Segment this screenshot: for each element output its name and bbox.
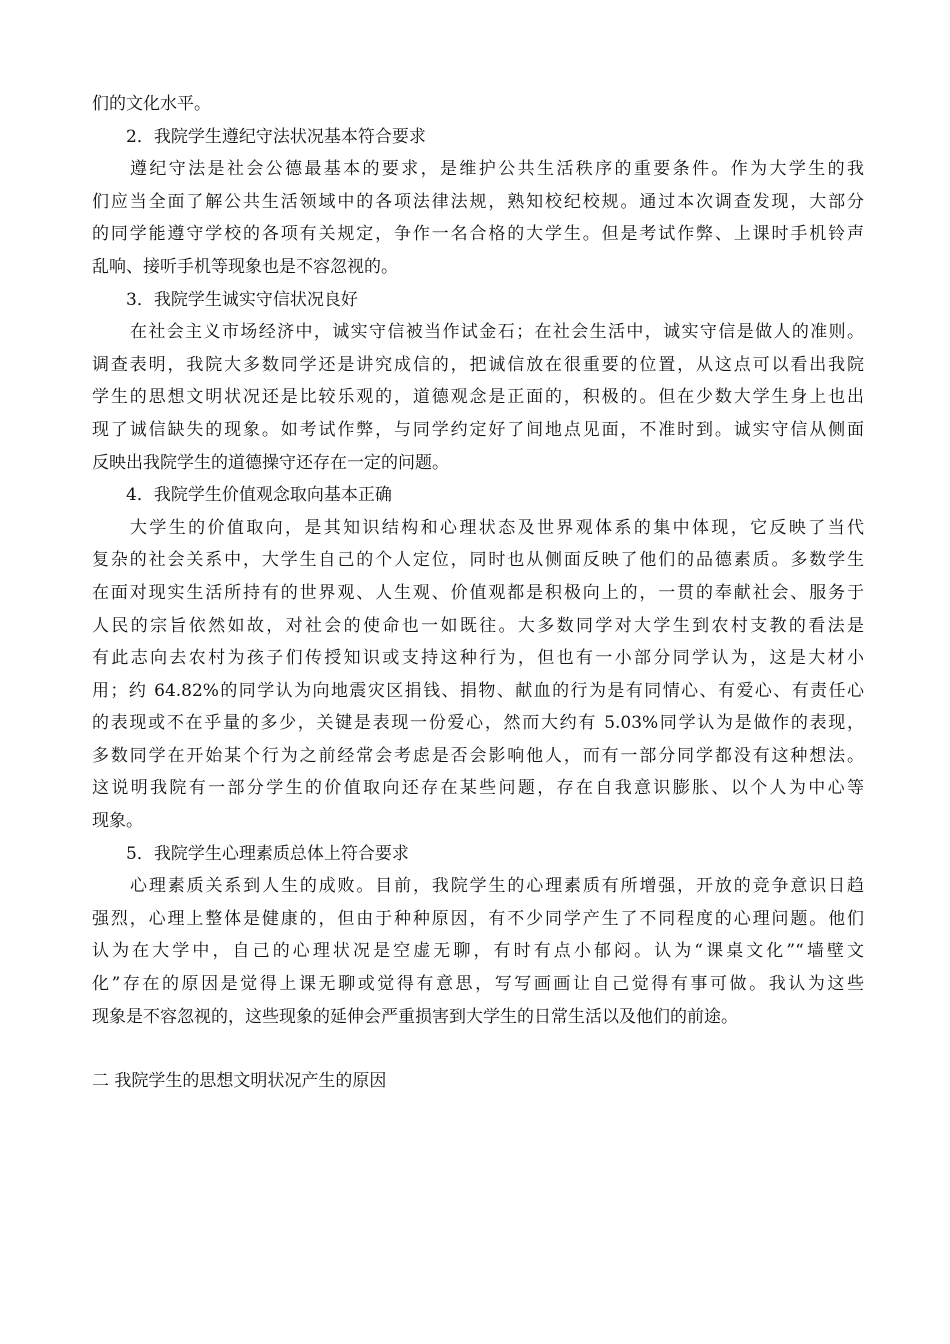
section-heading-3: 3．我院学生诚实守信状况良好	[126, 289, 358, 310]
paragraph-line: 复杂的社会关系中，大学生自己的个人定位，同时也从侧面反映了他们的品德素质。多数学生	[92, 550, 864, 571]
section-heading-5: 5．我院学生心理素质总体上符合要求	[126, 843, 409, 864]
paragraph-line: 学生的思想文明状况还是比较乐观的，道德观念是正面的，积极的。但在少数大学生身上也出	[92, 387, 864, 408]
part-title: 二 我院学生的思想文明状况产生的原因	[92, 1071, 387, 1092]
paragraph-line: 有此志向去农村为孩子们传授知识或支持这种行为，但也有一小部分同学认为，这是大材小	[92, 648, 864, 669]
paragraph-line: 认为在大学中，自己的心理状况是空虚无聊，有时有点小郁闷。认为“课桌文化”“墙壁文	[92, 941, 864, 962]
paragraph-line: 这说明我院有一部分学生的价值取向还存在某些问题，存在自我意识膨胀、以个人为中心等	[92, 778, 864, 799]
paragraph-line: 们的文化水平。	[92, 94, 211, 114]
paragraph-line: 调查表明，我院大多数同学还是讲究成信的，把诚信放在很重要的位置，从这点可以看出我院	[92, 354, 864, 375]
paragraph-line: 在面对现实生活所持有的世界观、人生观、价值观都是积极向上的，一贯的奉献社会、服务于	[92, 582, 864, 603]
paragraph-line: 遵纪守法是社会公德最基本的要求，是维护公共生活秩序的重要条件。作为大学生的我	[130, 159, 864, 180]
paragraph-line: 的表现或不在乎量的多少，关键是表现一份爱心，然而大约有 5.03%同学认为是做作的表现，	[92, 713, 864, 734]
paragraph-line: 们应当全面了解公共生活领域中的各项法律法规，熟知校纪校规。通过本次调查发现，大部分	[92, 191, 864, 212]
paragraph-line: 心理素质关系到人生的成败。目前，我院学生的心理素质有所增强，开放的竞争意识日趋	[130, 876, 864, 897]
document-body	[92, 88, 864, 1098]
paragraph-line: 反映出我院学生的道德操守还存在一定的问题。	[92, 452, 449, 473]
paragraph-line: 现象。	[92, 811, 143, 832]
paragraph-line: 乱响、接听手机等现象也是不容忽视的。	[92, 256, 398, 277]
paragraph-line: 人民的宗旨依然如故，对社会的使命也一如既往。大多数同学对大学生到农村支教的看法是	[92, 615, 864, 636]
paragraph-line: 的同学能遵守学校的各项有关规定，争作一名合格的大学生。但是考试作弊、上课时手机铃声	[92, 224, 864, 245]
section-heading-4: 4．我院学生价值观念取向基本正确	[126, 485, 392, 506]
paragraph-line: 化”存在的原因是觉得上课无聊或觉得有意思，写写画画让自己觉得有事可做。我认为这些	[92, 974, 864, 995]
paragraph-line: 大学生的价值取向，是其知识结构和心理状态及世界观体系的集中体现，它反映了当代	[130, 517, 864, 538]
section-heading-2: 2．我院学生遵纪守法状况基本符合要求	[126, 126, 426, 147]
paragraph-line: 强烈，心理上整体是健康的，但由于种种原因，有不少同学产生了不同程度的心理问题。他们	[92, 908, 864, 929]
paragraph-line: 现象是不容忽视的，这些现象的延伸会严重损害到大学生的日常生活以及他们的前途。	[92, 1006, 738, 1027]
paragraph-line: 现了诚信缺失的现象。如考试作弊，与同学约定好了间地点见面，不准时到。诚实守信从侧面	[92, 419, 864, 440]
paragraph-line: 在社会主义市场经济中，诚实守信被当作试金石；在社会生活中，诚实守信是做人的准则。	[130, 322, 864, 343]
paragraph-line: 多数同学在开始某个行为之前经常会考虑是否会影响他人，而有一部分同学都没有这种想法。	[92, 745, 864, 766]
paragraph-line: 用；约 64.82%的同学认为向地震灾区捐钱、捐物、献血的行为是有同情心、有爱心、有责任心	[92, 680, 864, 701]
